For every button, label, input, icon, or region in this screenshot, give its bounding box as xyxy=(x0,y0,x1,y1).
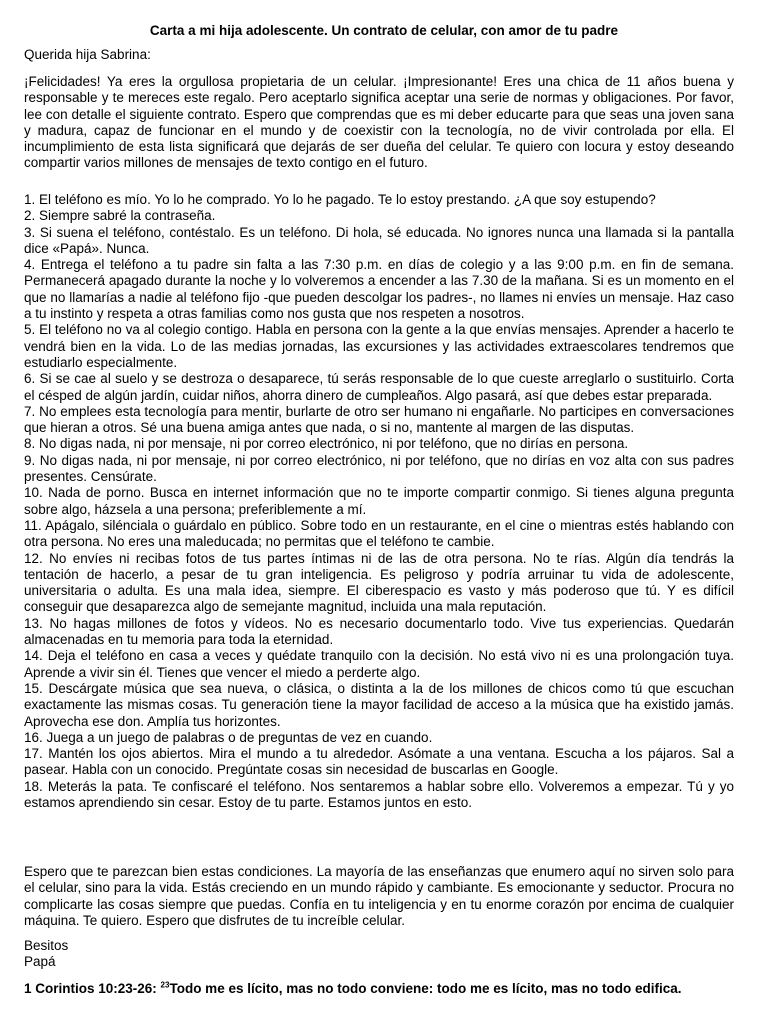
rule-item: 11. Apágalo, silénciala o guárdalo en público. Sobre todo en un restaurante, en el cine o mientras estés hablando con otra persona. No eres una maleducada; no permitas que el teléfono te cambie. xyxy=(24,517,734,550)
intro-paragraph: ¡Felicidades! Ya eres la orgullosa propietaria de un celular. ¡Impresionante! Eres una chica de 11 años buena y responsable y te mereces este regalo. Pero aceptarlo significa aceptar una serie de normas y obligaciones. Por favor, lee con detalle el siguiente contrato. Espero que comprendas que es mi deber educarte para que seas una joven sana y madura, capaz de funcionar en el mundo y de coexistir con la tecnología, no de vivir controlada por ella. El incumplimiento de esta lista significará que dejarás de ser dueña del celular. Te quiero con locura y estoy deseando compartir varios millones de mensajes de texto contigo en el futuro. xyxy=(24,74,734,171)
rule-item: 12. No envíes ni recibas fotos de tus partes íntimas ni de las de otra persona. No te rías. Algún día tendrás la tentación de hacerlo, a pesar de tu gran inteligencia. Es peligroso y podría arruinar tu vida de adolescente, universitaria o adulta. Es una mala idea, siempre. El ciberespacio es vasto y más poderoso que tú. Y es difícil conseguir que desaparezca algo de semejante magnitud, incluida una mala reputación. xyxy=(24,550,734,615)
verse-reference: 1 Corintios 10:23-26: xyxy=(24,981,161,996)
rule-item: 5. El teléfono no va al colegio contigo. Habla en persona con la gente a la que envías mensajes. Aprender a hacerlo te vendrá bien en la vida. Lo de las medias jornadas, las excursiones y las actividades extraescolares tendremos que estudiarlo especialmente. xyxy=(24,322,734,370)
rule-item: 18. Meterás la pata. Te confiscaré el teléfono. Nos sentaremos a hablar sobre ello. Volveremos a empezar. Tú y yo estamos aprendiendo sin cesar. Estoy de tu parte. Estamos juntos en esto. xyxy=(24,778,734,810)
verse-number: 23 xyxy=(160,980,170,990)
rule-item: 15. Descárgate música que sea nueva, o clásica, o distinta a la de los millones de chicos como tú que escuchan exactamente las mismas cosas. Tu generación tiene la mayor facilidad de acceso a la música que ha existido jamás. Aprovecha ese don. Amplía tus horizontes. xyxy=(24,680,734,729)
rule-item: 9. No digas nada, ni por mensaje, ni por correo electrónico, ni por teléfono, que no dirías en voz alta con sus padres presentes. Censúrate. xyxy=(24,452,734,485)
rule-item: 4. Entrega el teléfono a tu padre sin falta a las 7:30 p.m. en días de colegio y a las 9:00 p.m. en fin de semana. Permanecerá apagado durante la noche y lo volveremos a encender a las 7.30 de la mañana. Si es un momento en el que no llamarías a nadie al teléfono fijo -que pueden descolgar los padres-, no llames ni envíes un mensaje. Haz caso a tu instinto y respeta a otras familias como nos gusta que nos respeten a nosotros. xyxy=(24,257,734,322)
verse-text: Todo me es lícito, mas no todo conviene: todo me es lícito, mas no todo edifica. xyxy=(169,981,682,996)
rule-item: 7. No emplees esta tecnología para mentir, burlarte de otro ser humano ni engañarle. No participes en conversaciones que hieran a otros. Sé una buena amiga antes que nada, o si no, mantente al margen de las disputas. xyxy=(24,403,734,436)
greeting: Querida hija Sabrina: xyxy=(24,47,151,62)
closing-paragraph: Espero que te parezcan bien estas condiciones. La mayoría de las enseñanzas que enumero aquí no sirven solo para el celular, sino para la vida. Estás creciendo en un mundo rápido y cambiante. Es emocionante y seductor. Procura no complicarte las cosas siempre que puedas. Confía en tu inteligencia y en tu enorme corazón por encima de cualquier máquina. Te quiero. Espero que disfrutes de tu increíble celular. xyxy=(24,864,734,928)
rule-item: 16. Juega a un juego de palabras o de preguntas de vez en cuando. xyxy=(24,729,433,745)
rule-item: 8. No digas nada, ni por mensaje, ni por correo electrónico, ni por teléfono, que no dirías en persona. xyxy=(24,436,629,452)
rule-item: 6. Si se cae al suelo y se destroza o desaparece, tú serás responsable de lo que cueste arreglarlo o sustituirlo. Corta el césped de algún jardín, cuidar niños, ahorra dinero de cumpleaños. Algo pasará, así que debes estar preparada. xyxy=(24,371,734,403)
bible-verse xyxy=(24,980,744,998)
rules-list xyxy=(24,192,734,811)
signature-name: Papá xyxy=(24,954,56,970)
signoff-line: Besitos xyxy=(24,938,69,953)
rule-item: 1. El teléfono es mío. Yo lo he comprado. Yo lo he pagado. Te lo estoy prestando. ¿A que soy estupendo? xyxy=(24,192,656,207)
rule-item: 17. Mantén los ojos abiertos. Mira el mundo a tu alrededor. Asómate a una ventana. Escucha a los pájaros. Sal a pasear. Habla con un conocido. Pregúntate cosas sin necesidad de buscarlas en Google. xyxy=(24,746,734,778)
rule-item: 14. Deja el teléfono en casa a veces y quédate tranquilo con la decisión. No está vivo ni es una prolongación tuya. Aprende a vivir sin él. Tienes que vencer el miedo a perderte algo. xyxy=(24,648,734,680)
rule-item: 10. Nada de porno. Busca en internet información que no te importe compartir conmigo. Si tienes alguna pregunta sobre algo, házsela a una persona; preferiblemente a mí. xyxy=(24,485,734,517)
document-title: Carta a mi hija adolescente. Un contrato de celular, con amor de tu padre xyxy=(149,23,619,38)
rule-item: 3. Si suena el teléfono, contéstalo. Es un teléfono. Di hola, sé educada. No ignores nunca una llamada si la pantalla dice «Papá». Nunca. xyxy=(24,224,734,256)
rule-item: 13. No hagas millones de fotos y vídeos. No es necesario documentarlo todo. Vive tus experiencias. Quedarán almacenadas en tu memoria para toda la eternidad. xyxy=(24,615,734,648)
signoff xyxy=(24,938,68,971)
rule-item: 2. Siempre sabré la contraseña. xyxy=(24,208,216,224)
